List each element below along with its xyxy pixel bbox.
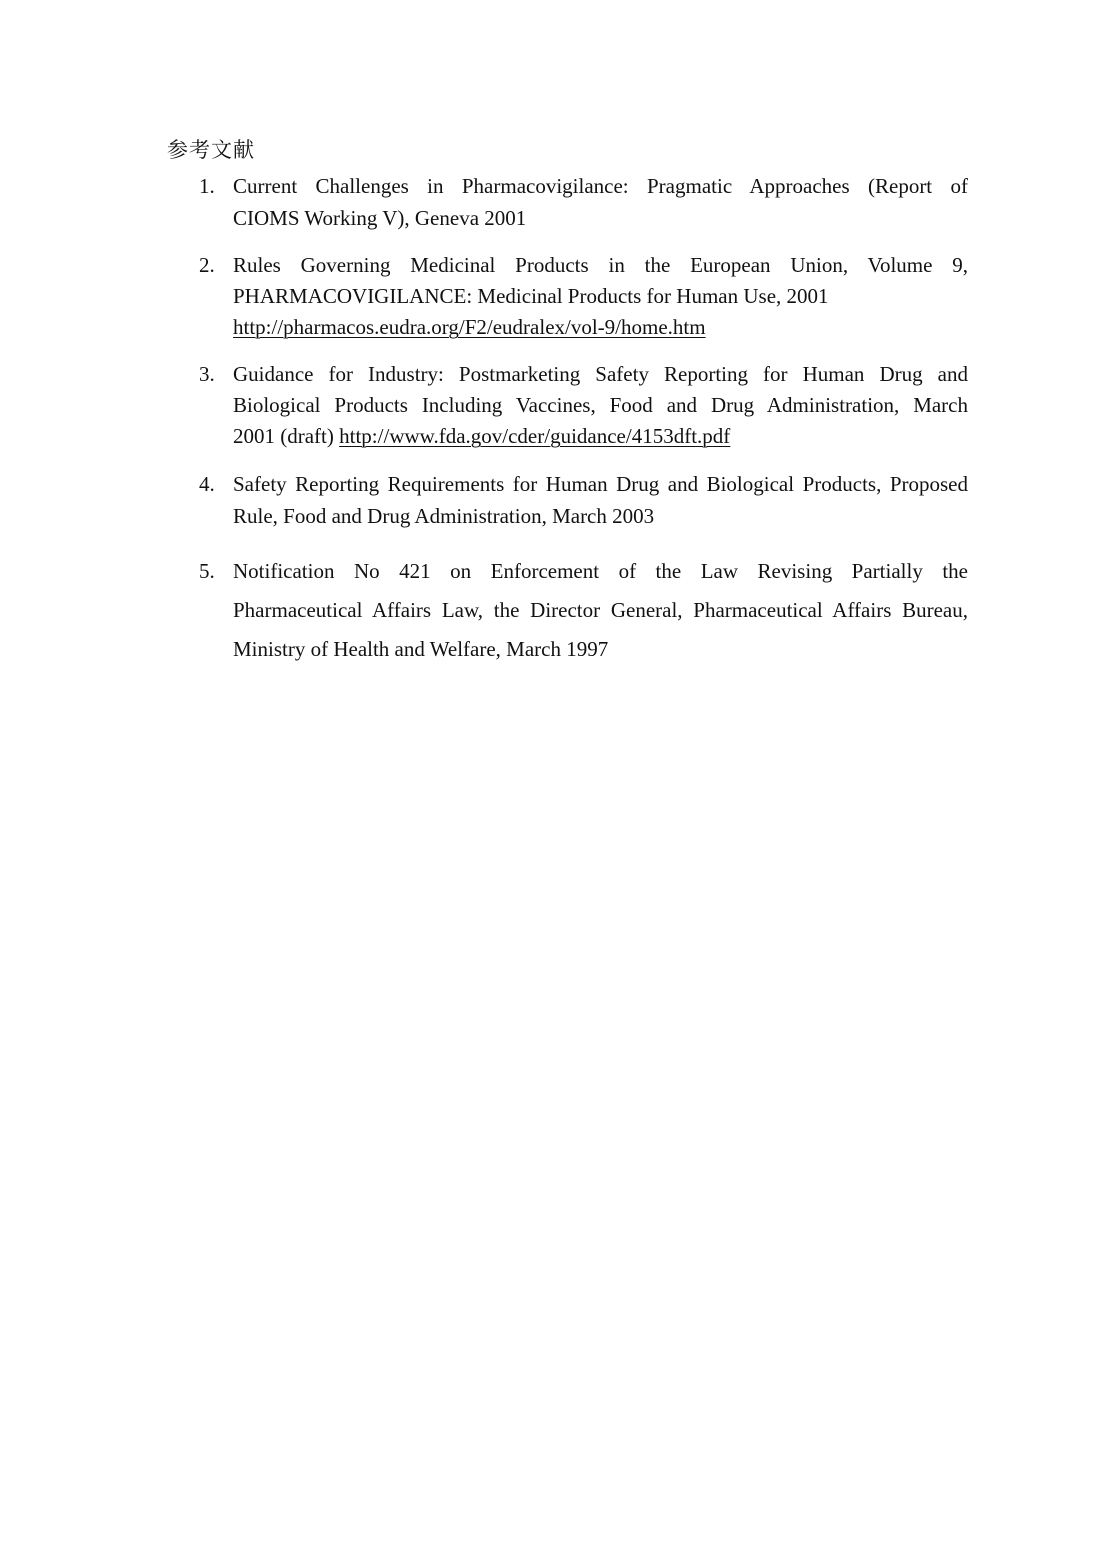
references-heading: 参考文献	[167, 138, 255, 162]
reference-text-line: CIOMS Working V), Geneva 2001	[233, 206, 527, 230]
reference-number: 5.	[199, 559, 215, 583]
reference-number: 1.	[199, 174, 215, 198]
reference-text-line: PHARMACOVIGILANCE: Medicinal Products for Human Use, 2001	[233, 284, 829, 308]
reference-url-link[interactable]: http://www.fda.gov/cder/guidance/4153dft.pdf	[339, 424, 731, 448]
reference-item-3	[199, 359, 968, 452]
reference-url-link[interactable]: http://pharmacos.eudra.org/F2/eudralex/vol-9/home.htm	[233, 315, 706, 339]
reference-item-4	[199, 468, 968, 532]
reference-text-line: Guidance for Industry: Postmarketing Safety Reporting for Human Drug and	[233, 362, 968, 386]
reference-text-line: Ministry of Health and Welfare, March 1997	[233, 637, 609, 661]
reference-number: 2.	[199, 253, 215, 277]
reference-text-line: Rule, Food and Drug Administration, March 2003	[233, 504, 655, 528]
reference-item-5	[199, 552, 968, 669]
reference-text-line: Rules Governing Medicinal Products in the European Union, Volume 9,	[233, 253, 968, 277]
reference-item-1	[199, 170, 968, 234]
reference-number: 4.	[199, 472, 215, 496]
reference-text-line: Current Challenges in Pharmacovigilance: Pragmatic Approaches (Report of	[233, 174, 968, 198]
reference-text-line: Biological Products Including Vaccines, Food and Drug Administration, March	[233, 393, 968, 417]
reference-text-line: Pharmaceutical Affairs Law, the Director General, Pharmaceutical Affairs Bureau,	[233, 598, 968, 622]
reference-text-line: Notification No 421 on Enforcement of the Law Revising Partially the	[233, 559, 968, 583]
reference-number: 3.	[199, 362, 215, 386]
reference-text-line: 2001 (draft)	[233, 424, 334, 448]
reference-text-line: Safety Reporting Requirements for Human Drug and Biological Products, Proposed	[233, 472, 968, 496]
reference-item-2	[199, 250, 968, 343]
